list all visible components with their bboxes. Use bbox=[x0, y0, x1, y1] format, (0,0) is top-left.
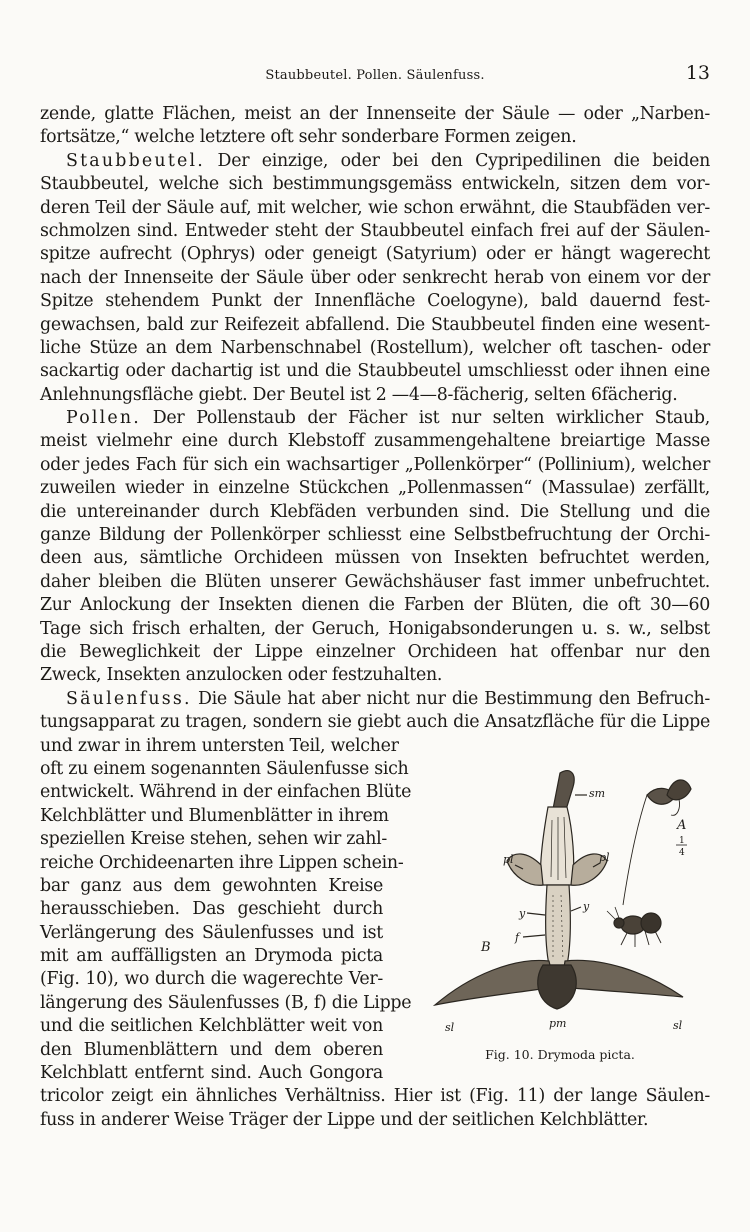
label-sl-right: sl bbox=[673, 1019, 683, 1032]
text-line: längerung des Säulenfusses (B, f) die Lippe bbox=[40, 992, 412, 1013]
text-line: fortsätze,“ welche letztere oft sehr sonderbare Formen zeigen. bbox=[40, 127, 577, 148]
running-head: Staubbeutel. Pollen. Säulenfuss. bbox=[265, 68, 485, 83]
label-B: B bbox=[481, 940, 491, 955]
text-line: nach der Innenseite der Säule über oder senkrecht herab von einem vor der bbox=[40, 267, 710, 288]
section-staubbeutel-first-line bbox=[40, 150, 710, 173]
text-beside-figure bbox=[40, 735, 412, 1086]
label-sl-left: sl bbox=[445, 1021, 455, 1034]
figure-caption: Fig. 10. Drymoda picta. bbox=[485, 1047, 635, 1062]
section-heading-pollen: Pollen. bbox=[66, 408, 142, 429]
label-f: f bbox=[515, 931, 520, 944]
text-line: Anlehnungsfläche giebt. Der Beutel ist 2 —4—8-fächerig, selten 6fächerig. bbox=[40, 384, 678, 405]
text-segment: Die Säule hat aber nicht nur die Bestimmung den Befruch- bbox=[191, 688, 710, 709]
text-line: tricolor zeigt ein ähnliches Verhältniss. Hier ist (Fig. 11) der lange Säulen- bbox=[40, 1086, 710, 1107]
text-line: Verlängerung des Säulenfusses und ist bbox=[40, 922, 383, 943]
text-line: herausschieben. Das geschieht durch bbox=[40, 899, 383, 920]
label-y-left: y bbox=[519, 907, 526, 920]
label-fraction-numerator: 1 bbox=[679, 836, 685, 846]
text-line: spitze aufrecht (Ophrys) oder geneigt (Satyrium) oder er hängt wagerecht bbox=[40, 244, 710, 265]
section-heading-staubbeutel: Staubbeutel. bbox=[66, 150, 205, 171]
text-line: deen aus, sämtliche Orchideen müssen von Insekten befruchtet werden, bbox=[40, 548, 710, 569]
text-line: schmolzen sind. Entweder steht der Staubbeutel einfach frei auf der Säulen- bbox=[40, 220, 710, 241]
text-line: und zwar in ihrem untersten Teil, welcher bbox=[40, 735, 399, 756]
text-line: zende, glatte Flächen, meist an der Innenseite der Säule — oder „Narben- bbox=[40, 104, 710, 124]
text-segment: Der Pollenstaub der Fächer ist nur selten wirklicher Staub, bbox=[141, 408, 710, 429]
text-line: bar ganz aus dem gewohnten Kreise bbox=[40, 875, 383, 896]
label-A: A bbox=[677, 818, 687, 833]
orchid-illustration bbox=[415, 765, 710, 1050]
text-line: entwickelt. Während in der einfachen Blüte bbox=[40, 782, 412, 803]
section-saeulenfuss-first-line bbox=[40, 688, 710, 711]
text-line: die Beweglichkeit der Lippe einzelner Orchideen hat offenbar nur den bbox=[40, 641, 710, 662]
text-line: ganze Bildung der Pollenkörper schliesst eine Selbstbefruchtung der Orchi- bbox=[40, 525, 710, 546]
text-line: Kelchblatt entfernt sind. Auch Gongora bbox=[40, 1063, 383, 1084]
text-line: sackartig oder dachartig ist und die Staubbeutel umschliesst oder ihnen eine bbox=[40, 361, 710, 382]
text-line: die untereinander durch Klebfäden verbunden sind. Die Stellung und die bbox=[40, 501, 710, 522]
label-pm: pm bbox=[549, 1017, 567, 1030]
page-header bbox=[40, 62, 710, 86]
text-line: Spitze stehendem Punkt der Innenfläche Coelogyne), bald dauernd fest- bbox=[40, 291, 710, 312]
section-heading-saeulenfuss: Säulenfuss. bbox=[66, 688, 192, 709]
text-line: meist vielmehr eine durch Klebstoff zusammengehaltene breiartige Masse bbox=[40, 431, 710, 452]
label-sm: sm bbox=[589, 787, 606, 800]
text-segment: Der einzige, oder bei den Cypripedilinen die beiden bbox=[205, 150, 710, 171]
text-line: deren Teil der Säule auf, mit welcher, wie schon erwähnt, die Staubfäden ver- bbox=[40, 197, 710, 218]
text-line: daher bleiben die Blüten unserer Gewächshäuser fast immer unbefruchtet. bbox=[40, 571, 710, 592]
label-pl-right: pl bbox=[599, 851, 610, 864]
text-line: oder jedes Fach für sich ein wachsartiger „Pollenkörper“ (Pollinium), welcher bbox=[40, 454, 710, 475]
text-line: Zur Anlockung der Insekten dienen die Farben der Blüten, die oft 30—60 bbox=[40, 595, 710, 616]
text-line: fuss in anderer Weise Träger der Lippe und der seitlichen Kelchblätter. bbox=[40, 1109, 649, 1130]
text-line: zuweilen wieder in einzelne Stückchen „Pollenmassen“ (Massulae) zerfällt, bbox=[40, 478, 710, 499]
label-pl-left: pl bbox=[503, 853, 514, 866]
label-fraction-denominator: 4 bbox=[679, 848, 685, 858]
text-line: Zweck, Insekten anzulocken oder festzuhalten. bbox=[40, 665, 443, 686]
text-line: Kelchblätter und Blumenblätter in ihrem bbox=[40, 805, 389, 826]
text-line: Staubbeutel, welche sich bestimmungsgemäss entwickeln, sitzen dem vor- bbox=[40, 174, 710, 195]
text-line: und die seitlichen Kelchblätter weit von bbox=[40, 1016, 383, 1037]
text-line: mit am auffälligsten an Drymoda picta bbox=[40, 946, 383, 967]
label-y-right: y bbox=[583, 900, 590, 913]
text-line: speziellen Kreise stehen, sehen wir zahl- bbox=[40, 829, 387, 850]
text-line: (Fig. 10), wo durch die wagerechte Ver- bbox=[40, 969, 383, 990]
text-line: gewachsen, bald zur Reifezeit abfallend. Die Staubbeutel finden eine wesent- bbox=[40, 314, 710, 335]
text-line: reiche Orchideenarten ihre Lippen schein- bbox=[40, 852, 404, 873]
text-line: liche Stüze an dem Narbenschnabel (Rostellum), welcher oft taschen- oder bbox=[40, 337, 710, 358]
text-line: Tage sich frisch erhalten, der Geruch, Honigabsonderungen u. s. w., selbst bbox=[40, 618, 710, 639]
text-line: den Blumenblättern und dem oberen bbox=[40, 1039, 383, 1060]
text-line: tungsapparat zu tragen, sondern sie giebt auch die Ansatzfläche für die Lippe bbox=[40, 712, 710, 733]
text-line: oft zu einem sogenannten Säulenfusse sich bbox=[40, 758, 409, 779]
page-number: 13 bbox=[685, 62, 710, 84]
section-pollen-first-line bbox=[40, 407, 710, 430]
figure-drymoda-picta bbox=[415, 765, 710, 1050]
